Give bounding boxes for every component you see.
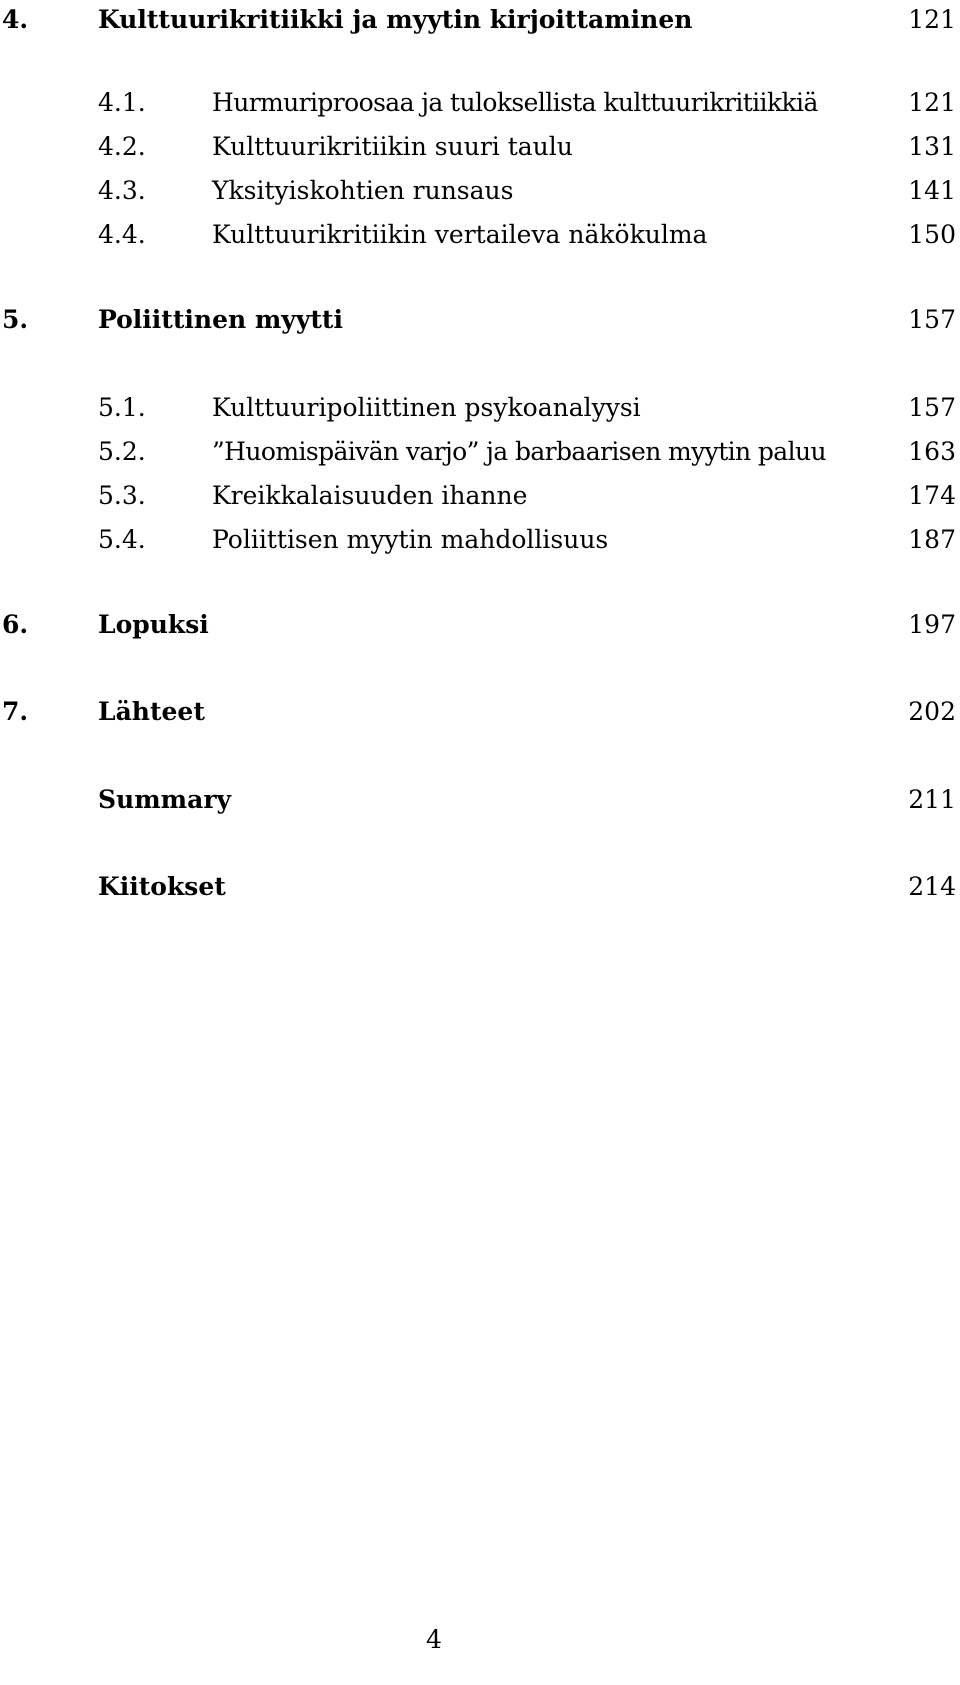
page-ref: 187 [908,525,956,554]
toc-section-5-1 [0,388,960,428]
toc-section-5-4 [0,520,960,560]
chapter-title: Summary [98,785,232,814]
page-ref: 131 [908,132,956,161]
toc-section-4-2 [0,127,960,167]
chapter-number: 4. [2,5,29,34]
page-ref: 121 [908,5,956,34]
page-ref: 141 [908,176,956,205]
section-number: 5.1. [98,393,146,422]
toc-section-4-4 [0,215,960,255]
chapter-title: Kiitokset [98,872,226,901]
toc-kiitokset [0,867,960,907]
toc-chapter-6 [0,605,960,645]
section-title: Poliittisen myytin mahdollisuus [212,525,609,554]
toc-section-5-2 [0,432,960,472]
section-title: Kulttuuripoliittinen psykoanalyysi [212,393,641,422]
page-ref: 197 [908,610,956,639]
section-title: Kulttuurikritiikin suuri taulu [212,132,573,161]
section-number: 5.2. [98,437,146,466]
chapter-title: Lopuksi [98,610,209,639]
section-title: Hurmuriproosaa ja tuloksellista kulttuurikritiikkiä [212,88,818,117]
chapter-title: Kulttuurikritiikki ja myytin kirjoittaminen [98,5,693,34]
toc-section-4-1 [0,83,960,123]
chapter-number: 6. [2,610,29,639]
page-ref: 202 [908,697,956,726]
chapter-title: Poliittinen myytti [98,305,343,334]
toc-chapter-5 [0,300,960,340]
page-ref: 211 [908,785,956,814]
page-ref: 157 [908,393,956,422]
page-ref: 163 [908,437,956,466]
section-number: 4.2. [98,132,146,161]
page-ref: 214 [908,872,956,901]
section-number: 4.3. [98,176,146,205]
page-ref: 157 [908,305,956,334]
toc-chapter-4 [0,0,960,40]
page-ref: 174 [908,481,956,510]
section-title: Yksityiskohtien runsaus [212,176,514,205]
toc-chapter-7 [0,692,960,732]
chapter-number: 5. [2,305,29,334]
section-number: 4.4. [98,220,146,249]
toc-section-5-3 [0,476,960,516]
footer-page-number: 4 [426,1625,442,1654]
page-ref: 121 [908,88,956,117]
section-title: Kulttuurikritiikin vertaileva näkökulma [212,220,708,249]
section-number: 4.1. [98,88,146,117]
page-ref: 150 [908,220,956,249]
toc-section-4-3 [0,171,960,211]
chapter-number: 7. [2,697,29,726]
section-number: 5.4. [98,525,146,554]
section-title: Kreikkalaisuuden ihanne [212,481,528,510]
section-number: 5.3. [98,481,146,510]
toc-summary [0,780,960,820]
chapter-title: Lähteet [98,697,205,726]
section-title: ”Huomispäivän varjo” ja barbaarisen myytin paluu [212,437,826,466]
